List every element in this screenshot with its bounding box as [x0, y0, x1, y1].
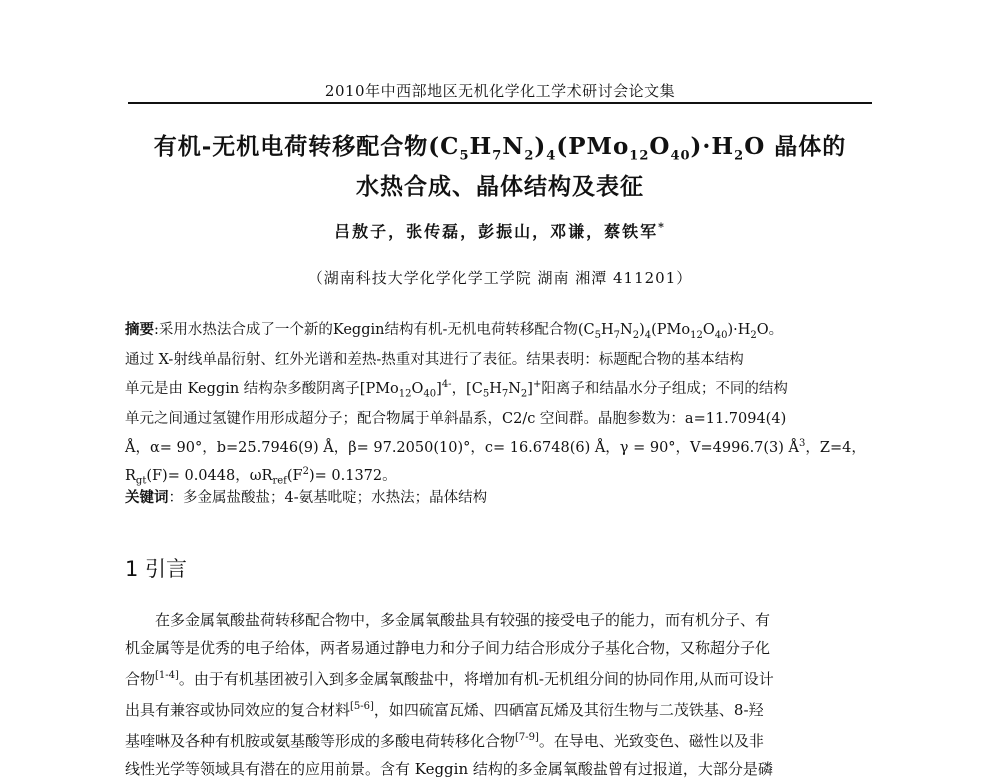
sup: 2	[302, 465, 309, 477]
title-h2o-h: )·H	[690, 133, 735, 160]
title-sub-7: 7	[492, 148, 503, 164]
abstract-text: N	[508, 380, 521, 397]
abstract-text: (PMo	[651, 322, 691, 338]
abstract-text: ]	[436, 380, 442, 397]
abstract-line-1	[125, 318, 877, 348]
body-line-6: 线性光学等领域具有潜在的应用前景。含有 Keggin 结构的多金属氧酸盐曾有过报道，大部分是磷	[125, 760, 773, 778]
abstract-text: )	[639, 322, 645, 338]
affiliation: （湖南科技大学化学化学工学院 湖南 湘潭 411201）	[307, 269, 693, 287]
citation-7-9: [7-9]	[515, 732, 539, 743]
abstract-text: O	[702, 322, 715, 338]
abstract-text: ]	[527, 380, 533, 397]
body-text: 合物	[125, 670, 156, 688]
title-h: H	[469, 133, 493, 160]
abstract-line-2: 通过 X-射线单晶衍射、红外光谱和差热-热重对其进行了表征。结果表明：标题配合物的基本结构	[125, 352, 744, 369]
abstract-text: (F)= 0.0448，ωR	[146, 467, 273, 484]
abstract-text: )= 0.1372。	[308, 467, 397, 484]
abstract-line-4: 单元之间通过氢键作用形成超分子；配合物属于单斜晶系，C2/c 空间群。晶胞参数为：a=11.7094(4)	[125, 411, 787, 428]
sub: 40	[423, 388, 437, 400]
title-suffix: O 晶体的	[744, 133, 847, 160]
authors-text: 吕敖子，张传磊，彭振山，邓谦，蔡铁军	[334, 222, 659, 241]
abstract-text: H	[600, 322, 614, 338]
sub: 4	[644, 329, 652, 341]
author-list	[100, 219, 900, 242]
paper-title-line-1	[100, 128, 900, 164]
sub: 40	[714, 329, 728, 341]
sub: 2	[750, 329, 757, 341]
keywords	[125, 486, 877, 507]
citation-5-6: [5-6]	[350, 701, 374, 712]
sub: 5	[482, 388, 490, 400]
title-o: O	[649, 133, 671, 160]
title-n: N	[502, 133, 525, 160]
abstract-text: )·H	[727, 322, 751, 338]
title-sub-12: 12	[629, 148, 650, 164]
abstract-line-3	[125, 373, 877, 407]
body-text: 。在导电、光致变色、磁性以及非	[538, 732, 764, 750]
corresponding-author-mark: *	[658, 220, 666, 234]
body-text: ，如四硫富瓦烯、四硒富瓦烯及其衍生物与二茂铁基、8-羟	[373, 701, 764, 719]
abstract-text: Å，α= 90°，b=25.7946(9) Å，β= 97.2050(10)°，c= 16.6748(6) Å，γ = 90°，V=4996.7(3) Å	[125, 439, 800, 456]
title-sub-5: 5	[459, 148, 470, 164]
abstract-text: ，[C	[451, 380, 483, 397]
sub: 12	[398, 388, 412, 400]
abstract-text: H	[489, 380, 502, 397]
body-line-2: 机金属等是优秀的电子给体，两者易通过静电力和分子间力结合形成分子基化合物，又称超分子化	[125, 639, 771, 657]
abstract-text: :采用水热法合成了一个新的Keggin结构有机-无机电荷转移配合物(C	[154, 322, 595, 338]
abstract-line-5	[125, 432, 877, 460]
abstract-text: R	[125, 467, 136, 484]
title-pmo: (PMo	[556, 133, 630, 160]
body-text: 基喹啉及各种有机胺或氨基酸等形成的多酸电荷转移化合物	[125, 732, 516, 750]
abstract-text: 阳离子和结晶水分子组成；不同的结构	[541, 380, 788, 397]
citation-1-4: [1-4]	[155, 670, 179, 681]
sup: 3	[799, 437, 806, 449]
sub: 7	[613, 329, 621, 341]
title-sub-h2o-2: 2	[734, 148, 745, 164]
section-heading-introduction: 1 引言	[125, 557, 188, 581]
sub: 2	[632, 329, 640, 341]
title-sub-4: 4	[546, 148, 557, 164]
title-sub-40: 40	[670, 148, 691, 164]
keywords-label: 关键词	[125, 489, 169, 506]
sup: +	[532, 378, 542, 390]
sub: gt	[135, 475, 147, 487]
body-text: 。由于有机基团被引入到多金属氧酸盐中，将增加有机-无机组分间的协同作用,从而可设计	[178, 670, 774, 688]
proceedings-header	[128, 80, 872, 104]
proceedings-header-text: 2010年中西部地区无机化学化工学术研讨会论文集	[324, 82, 676, 100]
abstract-text: 单元是由 Keggin 结构杂多酸阴离子[PMo	[125, 380, 399, 397]
body-line-1: 在多金属氧酸盐荷转移配合物中，多金属氧酸盐具有较强的接受电子的能力，而有机分子、有	[155, 611, 771, 629]
sub: 2	[520, 388, 528, 400]
body-line-5	[125, 724, 877, 755]
abstract-text: ，Z=4，	[805, 439, 866, 456]
abstract	[125, 318, 877, 494]
title-sub-2: 2	[524, 148, 535, 164]
sub: 12	[690, 329, 703, 341]
body-line-4	[125, 693, 877, 724]
introduction-body	[125, 606, 877, 783]
sup: 4-	[441, 378, 452, 390]
body-line-3	[125, 662, 877, 693]
sub: 5	[594, 329, 601, 341]
body-text: 出具有兼容或协同效应的复合材料	[125, 701, 351, 719]
title-paren: )	[534, 133, 547, 160]
abstract-text: N	[620, 322, 633, 338]
abstract-text: (F	[286, 467, 303, 484]
abstract-text: O	[411, 380, 424, 397]
sub: ref	[272, 475, 287, 487]
abstract-label: 摘要	[125, 321, 154, 338]
abstract-text: O。	[756, 322, 784, 338]
keywords-text: ：多金属盐酸盐；4-氨基吡啶；水热法；晶体结构	[168, 490, 488, 506]
title-prefix: 有机-无机电荷转移配合物(C	[153, 133, 460, 160]
paper-title-line-2: 水热合成、晶体结构及表征	[356, 173, 644, 200]
sub: 7	[501, 388, 509, 400]
